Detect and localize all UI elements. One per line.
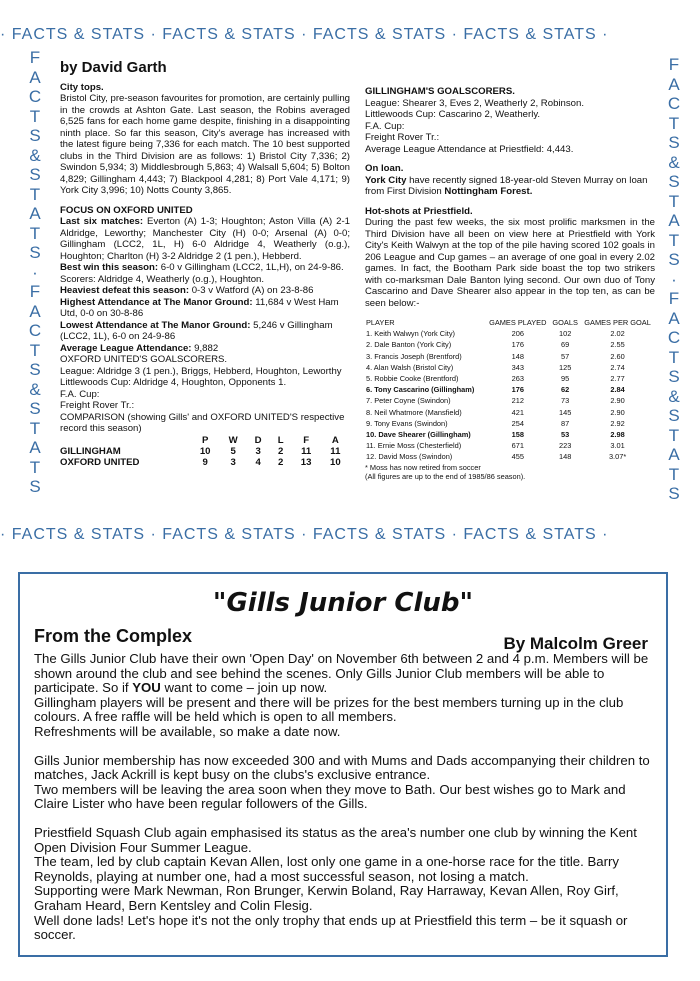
footnote-figures: (All figures are up to the end of 1985/86 season). bbox=[365, 471, 526, 481]
gills-freight-rover: Freight Rover Tr.: bbox=[365, 132, 440, 143]
border-letter: T bbox=[29, 223, 41, 243]
goalscorer-games-cell: 212 bbox=[511, 396, 524, 406]
goalscorer-goals-cell: 73 bbox=[561, 396, 570, 406]
left-column bbox=[60, 59, 350, 468]
goalscorer-games-cell: 343 bbox=[511, 362, 524, 372]
goalscorer-gpg-cell: 3.01 bbox=[610, 441, 625, 451]
lowest-label: Lowest Attendance at The Manor Ground: bbox=[60, 319, 251, 331]
open-day-end: want to come – join up now. bbox=[160, 680, 328, 696]
goalscorer-gpg-cell: 2.90 bbox=[610, 396, 625, 406]
border-letter: A bbox=[668, 211, 680, 230]
junior-para-membership: Gills Junior membership has now exceeded 300 and with Mums and Dads accompanying their children to matches, Jack Ackrill is kept busy on the clubs's exclusive entrance. bbox=[34, 752, 650, 783]
gills-league: League: Shearer 3, Eves 2, Weatherly 2, Robinson. bbox=[365, 97, 585, 109]
comparison-table bbox=[60, 435, 350, 468]
goalscorer-player-cell: 10. Dave Shearer (Gillingham) bbox=[366, 430, 471, 440]
goalscorer-goals-cell: 148 bbox=[558, 452, 572, 462]
average-attendance bbox=[60, 343, 350, 355]
border-letter: F bbox=[668, 289, 680, 308]
goalscorer-goals-cell: 57 bbox=[561, 351, 570, 361]
comparison-row-gillingham bbox=[60, 446, 350, 457]
comparison-header-cell bbox=[60, 435, 191, 446]
border-letter: S bbox=[29, 399, 41, 418]
last-six-label: Last six matches: bbox=[60, 216, 144, 227]
goalscorer-row bbox=[365, 328, 655, 339]
gills-average-attendance: Average League Attendance at Priestfield: 4,443. bbox=[365, 143, 574, 155]
highest-text: 11,684 v West Ham Utd, 0-0 on 30-8-86 bbox=[60, 296, 339, 319]
goalscorer-gpg-cell: 2.84 bbox=[610, 385, 625, 395]
goalscorer-gpg-cell: 2.74 bbox=[610, 362, 625, 372]
on-loan-club: Nottingham Forest. bbox=[444, 186, 533, 197]
border-letter: T bbox=[29, 184, 41, 204]
highest-label: Highest Attendance at The Manor Ground: bbox=[60, 296, 253, 308]
border-letter: S bbox=[29, 243, 41, 262]
goalscorers-header-row bbox=[365, 317, 655, 328]
player-column-header: PLAYER bbox=[366, 318, 395, 327]
goalscorer-goals-cell: 62 bbox=[561, 385, 570, 395]
right-column bbox=[365, 86, 655, 481]
goalscorer-goals-cell: 145 bbox=[558, 407, 572, 417]
border-letter: S bbox=[668, 406, 680, 425]
open-day-text: The Gills Junior Club have their own 'Open Day' on November 6th between 2 and 4 p.m. Members will be shown around the club and see behind the scenes. Only Gills Junior Club members will be able to participate. So if bbox=[34, 651, 649, 696]
border-letter: S bbox=[29, 360, 41, 379]
goalscorer-player-cell: 4. Alan Walsh (Bristol City) bbox=[366, 362, 454, 372]
gpg-column-header: GAMES PER GOAL bbox=[584, 318, 651, 327]
border-letter: T bbox=[668, 425, 680, 445]
goalscorer-gpg-cell: 2.60 bbox=[610, 351, 625, 361]
right-border-banner bbox=[663, 55, 685, 504]
border-letter: T bbox=[29, 340, 41, 360]
junior-club-body bbox=[34, 652, 654, 943]
junior-club-panel bbox=[18, 572, 668, 957]
goalscorer-gpg-cell: 2.55 bbox=[610, 340, 625, 350]
goalscorer-goals-cell: 125 bbox=[558, 362, 572, 372]
comparison-cell: 13 bbox=[300, 456, 312, 468]
heaviest-defeat bbox=[60, 285, 350, 297]
comparison-header-cell: D bbox=[254, 434, 262, 446]
border-letter: C bbox=[28, 87, 42, 106]
goalscorer-row bbox=[365, 339, 655, 350]
gills-fa-cup: F.A. Cup: bbox=[365, 120, 405, 132]
goalscorers-table bbox=[365, 317, 655, 463]
comparison-header-cell: W bbox=[228, 434, 238, 446]
last-six-text: Everton (A) 1-3; Houghton; Aston Villa (A) 2-1 Aldridge, Leworthy; Manchester City (H) 0-0; Arsenal (A) 0-0; Gillingham (LCC2, 1L, H) 6-0 Aldridge 4, Weatherly (o.g.), Houghton; Charlton (H) 3-2 Aldridge 2 (1 pen.), Hebberd. bbox=[60, 216, 350, 262]
junior-para-refreshments: Refreshments will be available, so make a date now. bbox=[34, 723, 341, 739]
goalscorer-row bbox=[365, 373, 655, 384]
junior-para-squash: Priestfield Squash Club again emphasised its status as the area's number one club by winning the Kent Open Division Four Summer League. bbox=[34, 824, 637, 855]
goals-column-header: GOALS bbox=[552, 318, 578, 327]
oxford-fa-cup: F.A. Cup: bbox=[60, 388, 100, 400]
border-letter: T bbox=[668, 464, 680, 484]
comparison-cell: GILLINGHAM bbox=[60, 445, 121, 457]
goalscorer-row bbox=[365, 429, 655, 440]
border-letter: S bbox=[29, 126, 41, 145]
best-win-label: Best win this season: bbox=[60, 262, 159, 273]
on-loan-mid: have recently signed 18-year-old Steven Murray on loan from First Division bbox=[365, 174, 648, 197]
border-letter: S bbox=[668, 367, 680, 386]
junior-club-title: "Gills Junior Club" bbox=[212, 588, 474, 618]
goalscorer-player-cell: 11. Ernie Moss (Chesterfield) bbox=[366, 441, 462, 451]
on-loan-body bbox=[365, 175, 655, 198]
on-loan-heading: On loan. bbox=[365, 163, 404, 174]
goalscorer-games-cell: 148 bbox=[511, 351, 524, 361]
goalscorer-player-cell: 6. Tony Cascarino (Gillingham) bbox=[366, 385, 475, 395]
top-border-banner: · FACTS & STATS · FACTS & STATS · FACTS & STATS · FACTS & STATS · bbox=[0, 26, 609, 43]
goalscorer-gpg-cell: 2.02 bbox=[610, 329, 625, 339]
goalscorer-row bbox=[365, 395, 655, 406]
junior-para-leaving: Two members will be leaving the area soon when they move to Bath. Our best wishes go to Mark and Claire Lister who have been regular followers of the Gills. bbox=[34, 781, 626, 812]
goalscorer-games-cell: 455 bbox=[511, 452, 524, 462]
goalscorer-gpg-cell: 2.90 bbox=[610, 407, 625, 417]
goalscorer-gpg-cell: 2.77 bbox=[610, 374, 625, 384]
border-letter: · bbox=[32, 262, 38, 282]
comparison-cell: 4 bbox=[255, 456, 261, 468]
average-text: 9,882 bbox=[191, 342, 219, 354]
comparison-cell: 10 bbox=[330, 456, 341, 468]
goalscorer-goals-cell: 95 bbox=[561, 374, 570, 384]
byline: by David Garth bbox=[60, 59, 167, 76]
comparison-cell: 11 bbox=[330, 445, 341, 457]
goalscorer-player-cell: 8. Neil Whatmore (Mansfield) bbox=[366, 407, 462, 417]
city-tops-heading: City tops. bbox=[60, 81, 104, 93]
from-complex-subtitle: From the Complex bbox=[34, 626, 193, 646]
comparison-header-cell: F bbox=[303, 434, 310, 446]
comparison-cell: OXFORD UNITED bbox=[60, 456, 140, 468]
goalscorer-goals-cell: 87 bbox=[561, 418, 570, 428]
focus-heading: FOCUS ON OXFORD UNITED bbox=[60, 204, 193, 216]
goalscorer-gpg-cell: 2.98 bbox=[610, 430, 625, 440]
on-loan-lead: York City bbox=[365, 174, 407, 186]
goalscorer-row bbox=[365, 407, 655, 418]
city-tops-body: Bristol City, pre-season favourites for promotion, are certainly pulling in the crowds at Ashton Gate. Last season, the Robins averaged 6,525 fans for each home game despite, finishing in a disappointing ninth place. So far this season, City's average has increased with the latest figure being 7,336 for each match. The 10 best supported clubs in the Third Division are as follows: 1) Bristol City 7,336; 2) Swindon 5,934; 3) Middlesbrough 5,863; 4) Walsall 5,604; 5) Bolton 4,829; Gillingham 4,443; 7) Blackpool 4,281; 8) Port Vale 4,171; 9) York City 3,996; 10) Notts County 3,865. bbox=[60, 93, 350, 196]
goalscorer-row bbox=[365, 440, 655, 451]
border-letter: F bbox=[668, 55, 680, 74]
oxford-league: League: Aldridge 3 (1 pen.), Briggs, Hebberd, Houghton, Leworthy bbox=[60, 365, 342, 377]
junior-para-players: Gillingham players will be present and there will be prizes for the best members turning up in the club colours. A free raffle will be held which is open to all members. bbox=[34, 694, 624, 725]
goalscorer-goals-cell: 53 bbox=[561, 430, 570, 440]
goalscorer-row bbox=[365, 362, 655, 373]
goalscorer-row bbox=[365, 351, 655, 362]
goalscorer-goals-cell: 223 bbox=[558, 441, 572, 451]
hotshots-heading: Hot-shots at Priestfield. bbox=[365, 205, 473, 217]
border-letter: & bbox=[668, 386, 680, 406]
border-letter: C bbox=[28, 321, 42, 340]
gills-scorers-heading: GILLINGHAM'S GOALSCORERS. bbox=[365, 86, 515, 97]
border-letter: T bbox=[668, 230, 680, 250]
goalscorer-games-cell: 176 bbox=[511, 340, 524, 350]
border-letter: S bbox=[668, 172, 680, 191]
border-letter: A bbox=[29, 67, 41, 87]
comparison-intro: COMPARISON (showing Gills' and OXFORD UNITED'S respective record this season) bbox=[60, 411, 345, 434]
left-border-banner bbox=[24, 48, 46, 497]
goalscorer-games-cell: 671 bbox=[511, 441, 524, 451]
border-letter: S bbox=[668, 250, 680, 269]
border-letter: · bbox=[671, 269, 677, 289]
comparison-header-cell: A bbox=[331, 434, 339, 446]
junior-para-team: The team, led by club captain Kevan Allen, lost only one game in a one-horse race for the title. Barry Reynolds, playing at number one, had a most successful season, not losing a match. bbox=[34, 854, 619, 884]
comparison-header-cell: P bbox=[201, 434, 209, 446]
border-letter: & bbox=[29, 379, 41, 399]
oxford-littlewoods: Littlewoods Cup: Aldridge 4, Houghton, Opponents 1. bbox=[60, 377, 287, 388]
goalscorer-games-cell: 158 bbox=[511, 430, 524, 440]
border-letter: S bbox=[668, 133, 680, 152]
border-letter: & bbox=[668, 152, 680, 172]
comparison-cell: 3 bbox=[230, 456, 236, 468]
comparison-cell: 2 bbox=[278, 456, 284, 468]
border-letter: A bbox=[29, 204, 41, 223]
oxford-scorers-heading: OXFORD UNITED'S GOALSCORERS. bbox=[60, 354, 228, 365]
goalscorer-row bbox=[365, 418, 655, 429]
border-letter: A bbox=[668, 74, 680, 94]
border-letter: S bbox=[29, 477, 41, 496]
oxford-freight-rover: Freight Rover Tr.: bbox=[60, 400, 135, 411]
you-emphasis: YOU bbox=[132, 680, 161, 696]
border-letter: A bbox=[668, 308, 680, 328]
goalscorer-goals-cell: 102 bbox=[558, 329, 572, 339]
border-letter: A bbox=[668, 445, 680, 464]
goalscorer-player-cell: 7. Peter Coyne (Swindon) bbox=[366, 396, 451, 406]
comparison-cell: 10 bbox=[199, 445, 211, 457]
border-letter: T bbox=[29, 106, 41, 126]
goalscorer-gpg-cell: 3.07* bbox=[608, 452, 627, 462]
border-letter: F bbox=[29, 48, 41, 67]
border-letter: T bbox=[668, 191, 680, 211]
comparison-cell: 3 bbox=[255, 445, 261, 457]
comparison-cell: 2 bbox=[278, 445, 284, 457]
last-six-matches bbox=[60, 216, 350, 262]
border-letter: C bbox=[667, 94, 681, 113]
comparison-header-cell: L bbox=[277, 434, 284, 446]
comparison-row-oxford bbox=[60, 457, 350, 468]
games-column-header: GAMES PLAYED bbox=[489, 318, 547, 327]
goalscorer-goals-cell: 69 bbox=[561, 340, 570, 350]
hotshots-body: During the past few weeks, the six most prolific marksmen in the Third Division have all been on view here at Priestfield with York City's Keith Walwyn at the top of the pile having scored 102 goals in 206 League and Cup games – an average of one goal in every 2.02 games. In fact, the Bootham Park side boast the top two strikers with co-marksman Dale Banton lying second. Our own duo of Tony Cascarino and Dave Shearer also appear in the top ten, as can be seen below:- bbox=[365, 217, 655, 309]
junior-para-well-done: Well done lads! Let's hope it's not the only trophy that ends up at Priestfield this term – be it squash or soccer. bbox=[34, 912, 628, 943]
goalscorer-row bbox=[365, 384, 655, 395]
border-letter: T bbox=[29, 418, 41, 438]
goalscorers-table-body bbox=[365, 328, 655, 462]
goalscorer-player-cell: 12. David Moss (Swindon) bbox=[366, 452, 453, 462]
goalscorer-games-cell: 421 bbox=[511, 407, 524, 417]
comparison-header-row bbox=[60, 435, 350, 446]
best-win bbox=[60, 262, 350, 285]
bottom-border-banner: · FACTS & STATS · FACTS & STATS · FACTS & STATS · FACTS & STATS · bbox=[0, 526, 609, 543]
comparison-cell: 9 bbox=[202, 456, 208, 468]
goalscorer-player-cell: 5. Robbie Cooke (Brentford) bbox=[366, 374, 459, 384]
border-letter: A bbox=[29, 301, 41, 321]
junior-para-supporting: Supporting were Mark Newman, Ron Brunger, Kerwin Boland, Ray Harraway, Kevan Allen, Roy Girf, Graham Heard, Bern Kentsley and Colin Flesig. bbox=[34, 883, 619, 913]
border-letter: A bbox=[29, 438, 41, 457]
border-letter: S bbox=[668, 484, 680, 503]
goalscorer-games-cell: 263 bbox=[511, 374, 524, 384]
lowest-text: 5,246 v Gillingham (LCC2, 1L), 6-0 on 24-9-86 bbox=[60, 319, 333, 342]
author-byline: By Malcolm Greer bbox=[503, 634, 648, 653]
gills-littlewoods: Littlewoods Cup: Cascarino 2, Weatherly. bbox=[365, 109, 541, 120]
goalscorer-player-cell: 2. Dale Banton (York City) bbox=[366, 340, 452, 350]
highest-attendance bbox=[60, 297, 350, 320]
comparison-cell: 11 bbox=[301, 445, 312, 457]
goalscorer-gpg-cell: 2.92 bbox=[610, 418, 625, 428]
junior-para-open-day bbox=[34, 652, 654, 696]
heaviest-label: Heaviest defeat this season: bbox=[60, 285, 190, 296]
border-letter: F bbox=[29, 282, 41, 301]
average-label: Average League Attendance: bbox=[60, 342, 192, 354]
lowest-attendance bbox=[60, 320, 350, 343]
border-letter: T bbox=[668, 347, 680, 367]
border-letter: T bbox=[668, 113, 680, 133]
footnote-retired: * Moss has now retired from soccer bbox=[365, 462, 481, 472]
goalscorer-player-cell: 1. Keith Walwyn (York City) bbox=[366, 329, 455, 339]
goalscorer-games-cell: 254 bbox=[511, 418, 524, 428]
best-win-text: 6-0 v Gillingham (LCC2, 1L,H), on 24-9-86. Scorers: Aldridge 4, Weatherly (o.g.), Houghton. bbox=[60, 262, 344, 285]
goalscorer-games-cell: 206 bbox=[511, 329, 524, 339]
border-letter: T bbox=[29, 457, 41, 477]
heaviest-text: 0-3 v Watford (A) on 23-8-86 bbox=[189, 285, 314, 296]
goalscorer-player-cell: 3. Francis Joseph (Brentford) bbox=[366, 351, 462, 361]
border-letter: C bbox=[667, 328, 681, 347]
border-letter: S bbox=[29, 165, 41, 184]
goalscorer-row bbox=[365, 451, 655, 462]
goalscorer-games-cell: 176 bbox=[511, 385, 524, 395]
goalscorer-player-cell: 9. Tony Evans (Swindon) bbox=[366, 418, 448, 428]
comparison-cell: 5 bbox=[230, 445, 236, 457]
border-letter: & bbox=[29, 145, 41, 165]
